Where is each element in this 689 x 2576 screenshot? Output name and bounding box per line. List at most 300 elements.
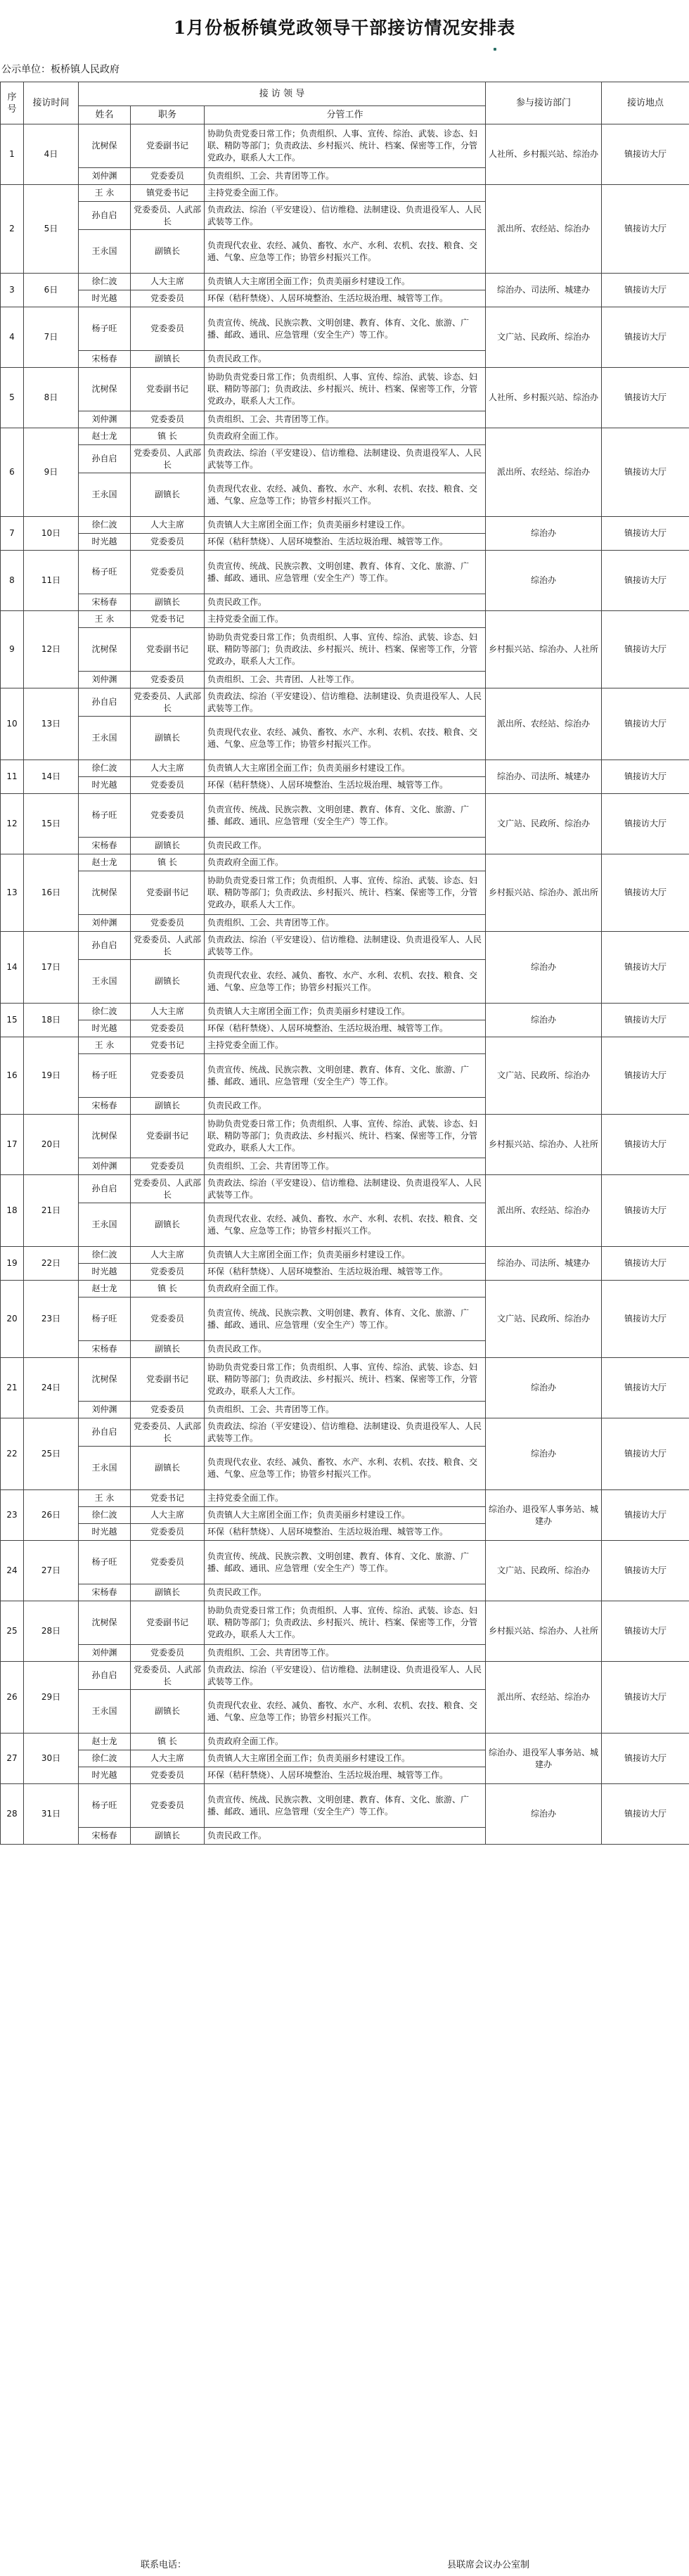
- seq-cell: 21: [1, 1358, 24, 1418]
- table-row: [1, 1175, 689, 1203]
- duty-cell: 主持党委全面工作。: [205, 1037, 486, 1054]
- name-cell: 孙自启: [79, 202, 131, 230]
- place-cell: 镇接访大厅: [602, 1358, 689, 1418]
- date-cell: 14日: [24, 760, 79, 794]
- seq-cell: 18: [1, 1175, 24, 1247]
- seq-cell: 12: [1, 794, 24, 854]
- name-cell: 宋杨春: [79, 351, 131, 368]
- date-cell: 27日: [24, 1541, 79, 1601]
- date-cell: 8日: [24, 368, 79, 428]
- name-cell: 徐仁波: [79, 760, 131, 777]
- name-cell: 宋杨春: [79, 1098, 131, 1115]
- position-cell: 党委委员: [131, 1645, 205, 1662]
- duty-cell: 负责组织、工会、共青团等工作。: [205, 1645, 486, 1662]
- table-row: [1, 1541, 689, 1584]
- table-row: [1, 794, 689, 838]
- duty-cell: 负责镇人大主席团全面工作；负责美丽乡村建设工作。: [205, 274, 486, 290]
- name-cell: 徐仁波: [79, 1507, 131, 1524]
- duty-cell: 负责组织、工会、共青团等工作。: [205, 1402, 486, 1418]
- name-cell: 王永国: [79, 230, 131, 274]
- position-cell: 党委书记: [131, 1490, 205, 1507]
- date-cell: 31日: [24, 1784, 79, 1845]
- duty-cell: 负责现代农业、农经、减负、畜牧、水产、水利、农机、农技、粮食、交通、气象、应急等工作；协管乡村振兴工作。: [205, 960, 486, 1004]
- duty-cell: 协助负责党委日常工作；负责组织、人事、宣传、综治、武装、诊态、妇联、精防等部门；负责政法、乡村振兴、统计、档案、保密等工作，分管党政办，联系人大工作。: [205, 628, 486, 672]
- position-cell: 副镇长: [131, 1341, 205, 1358]
- date-cell: 18日: [24, 1004, 79, 1037]
- position-cell: 党委委员: [131, 1784, 205, 1828]
- seq-cell: 3: [1, 274, 24, 307]
- duty-cell: 负责组织、工会、共青团等工作。: [205, 1158, 486, 1175]
- position-cell: 人大主席: [131, 1004, 205, 1020]
- place-cell: 镇接访大厅: [602, 1037, 689, 1115]
- place-cell: 镇接访大厅: [602, 368, 689, 428]
- place-cell: 镇接访大厅: [602, 551, 689, 611]
- date-cell: 28日: [24, 1601, 79, 1662]
- position-cell: 党委副书记: [131, 124, 205, 168]
- dept-cell: 综治办: [486, 551, 602, 611]
- position-cell: 党委委员: [131, 915, 205, 932]
- position-cell: 党委委员: [131, 794, 205, 838]
- name-cell: 沈树保: [79, 1601, 131, 1645]
- seq-cell: 7: [1, 517, 24, 551]
- dept-cell: 乡村振兴站、综治办、人社所: [486, 1115, 602, 1175]
- place-cell: 镇接访大厅: [602, 428, 689, 517]
- name-cell: 杨子旺: [79, 1541, 131, 1584]
- duty-cell: 负责民政工作。: [205, 1828, 486, 1845]
- duty-cell: 负责政法、综治（平安建设）、信访维稳、法制建设、负责退役军人、人民武装等工作。: [205, 445, 486, 473]
- duty-cell: 主持党委全面工作。: [205, 611, 486, 628]
- position-cell: 党委委员、人武部长: [131, 445, 205, 473]
- table-row: [1, 688, 689, 717]
- date-cell: 5日: [24, 185, 79, 274]
- position-cell: 党委委员: [131, 1767, 205, 1784]
- header-name: 姓名: [79, 106, 131, 124]
- name-cell: 时光越: [79, 290, 131, 307]
- place-cell: 镇接访大厅: [602, 1490, 689, 1541]
- table-row: [1, 1247, 689, 1264]
- name-cell: 孙自启: [79, 1418, 131, 1447]
- name-cell: 杨子旺: [79, 1054, 131, 1098]
- date-cell: 23日: [24, 1281, 79, 1358]
- table-row: [1, 124, 689, 168]
- name-cell: 刘仲渊: [79, 168, 131, 185]
- dept-cell: 综治办: [486, 1784, 602, 1845]
- position-cell: 副镇长: [131, 1828, 205, 1845]
- duty-cell: 负责镇人大主席团全面工作；负责美丽乡村建设工作。: [205, 1004, 486, 1020]
- seq-cell: 15: [1, 1004, 24, 1037]
- seq-cell: 27: [1, 1734, 24, 1784]
- place-cell: 镇接访大厅: [602, 1541, 689, 1601]
- dept-cell: 文广站、民政所、综治办: [486, 1037, 602, 1115]
- header-place: 接访地点: [602, 82, 689, 124]
- seq-cell: 24: [1, 1541, 24, 1601]
- duty-cell: 负责宣传、统战、民族宗教、文明创建、教育、体育、文化、旅游、广播、邮政、通讯、应急管理（安全生产）等工作。: [205, 1784, 486, 1828]
- duty-cell: 负责组织、工会、共青团等工作。: [205, 168, 486, 185]
- duty-cell: 环保（秸秆禁烧）、人居环境整治、生活垃圾治理、城管等工作。: [205, 1524, 486, 1541]
- seq-cell: 14: [1, 932, 24, 1004]
- name-cell: 沈树保: [79, 368, 131, 411]
- duty-cell: 负责宣传、统战、民族宗教、文明创建、教育、体育、文化、旅游、广播、邮政、通讯、应急管理（安全生产）等工作。: [205, 1297, 486, 1341]
- position-cell: 党委委员: [131, 534, 205, 551]
- place-cell: 镇接访大厅: [602, 688, 689, 760]
- place-cell: 镇接访大厅: [602, 1601, 689, 1662]
- duty-cell: 负责政法、综治（平安建设）、信访维稳、法制建设、负责退役军人、人民武装等工作。: [205, 932, 486, 960]
- place-cell: 镇接访大厅: [602, 611, 689, 688]
- position-cell: 党委委员: [131, 1541, 205, 1584]
- header-dept: 参与接访部门: [486, 82, 602, 124]
- duty-cell: 负责政法、综治（平安建设）、信访维稳、法制建设、负责退役军人、人民武装等工作。: [205, 202, 486, 230]
- dept-cell: 综治办、退役军人事务站、城建办: [486, 1490, 602, 1541]
- duty-cell: 协助负责党委日常工作；负责组织、人事、宣传、综治、武装、诊态、妇联、精防等部门；负责政法、乡村振兴、统计、档案、保密等工作，分管党政办，联系人大工作。: [205, 1358, 486, 1402]
- seq-cell: 1: [1, 124, 24, 185]
- position-cell: 人大主席: [131, 1750, 205, 1767]
- name-cell: 孙自启: [79, 445, 131, 473]
- duty-cell: 负责现代农业、农经、减负、畜牧、水产、水利、农机、农技、粮食、交通、气象、应急等工作；协管乡村振兴工作。: [205, 473, 486, 517]
- position-cell: 副镇长: [131, 1098, 205, 1115]
- position-cell: 党委委员: [131, 411, 205, 428]
- dept-cell: 派出所、农经站、综治办: [486, 185, 602, 274]
- date-cell: 12日: [24, 611, 79, 688]
- position-cell: 副镇长: [131, 594, 205, 611]
- position-cell: 党委委员: [131, 1020, 205, 1037]
- place-cell: 镇接访大厅: [602, 1784, 689, 1845]
- dot-mark: [494, 48, 496, 51]
- seq-cell: 6: [1, 428, 24, 517]
- place-cell: 镇接访大厅: [602, 760, 689, 794]
- position-cell: 党委委员: [131, 672, 205, 688]
- dept-cell: 文广站、民政所、综治办: [486, 1541, 602, 1601]
- duty-cell: 环保（秸秆禁烧）、人居环境整治、生活垃圾治理、城管等工作。: [205, 290, 486, 307]
- position-cell: 党委副书记: [131, 1115, 205, 1158]
- name-cell: 徐仁波: [79, 274, 131, 290]
- table-row: [1, 1784, 689, 1828]
- table-row: [1, 551, 689, 594]
- place-cell: 镇接访大厅: [602, 1004, 689, 1037]
- name-cell: 宋杨春: [79, 594, 131, 611]
- position-cell: 副镇长: [131, 351, 205, 368]
- seq-cell: 11: [1, 760, 24, 794]
- position-cell: 党委副书记: [131, 1601, 205, 1645]
- duty-cell: 负责民政工作。: [205, 1098, 486, 1115]
- position-cell: 党委副书记: [131, 871, 205, 915]
- position-cell: 副镇长: [131, 1690, 205, 1734]
- header-leader: 接 访 领 导: [79, 82, 486, 106]
- table-row: [1, 1601, 689, 1645]
- header-position: 职务: [131, 106, 205, 124]
- schedule-table: [0, 82, 689, 1845]
- duty-cell: 负责宣传、统战、民族宗教、文明创建、教育、体育、文化、旅游、广播、邮政、通讯、应急管理（安全生产）等工作。: [205, 794, 486, 838]
- duty-cell: 负责政府全面工作。: [205, 428, 486, 445]
- position-cell: 副镇长: [131, 230, 205, 274]
- duty-cell: 协助负责党委日常工作；负责组织、人事、宣传、综治、武装、诊态、妇联、精防等部门；负责政法、乡村振兴、统计、档案、保密等工作，分管党政办，联系人大工作。: [205, 871, 486, 915]
- table-row: [1, 1281, 689, 1297]
- duty-cell: 负责组织、工会、共青团、人社等工作。: [205, 672, 486, 688]
- duty-cell: 负责政府全面工作。: [205, 1734, 486, 1750]
- position-cell: 副镇长: [131, 717, 205, 760]
- table-row: [1, 428, 689, 445]
- name-cell: 王 永: [79, 1037, 131, 1054]
- schedule-table-body: [1, 82, 689, 1845]
- position-cell: 人大主席: [131, 1507, 205, 1524]
- duty-cell: 负责民政工作。: [205, 351, 486, 368]
- header-time: 接访时间: [24, 82, 79, 124]
- seq-cell: 25: [1, 1601, 24, 1662]
- place-cell: 镇接访大厅: [602, 1418, 689, 1490]
- publishing-unit: 公示单位：板桥镇人民政府: [1, 64, 120, 75]
- date-cell: 9日: [24, 428, 79, 517]
- name-cell: 孙自启: [79, 1662, 131, 1690]
- name-cell: 宋杨春: [79, 1584, 131, 1601]
- place-cell: 镇接访大厅: [602, 1734, 689, 1784]
- duty-cell: 负责现代农业、农经、减负、畜牧、水产、水利、农机、农技、粮食、交通、气象、应急等工作；协管乡村振兴工作。: [205, 230, 486, 274]
- position-cell: 人大主席: [131, 517, 205, 534]
- table-row: [1, 274, 689, 290]
- seq-cell: 26: [1, 1662, 24, 1734]
- dept-cell: 综治办、退役军人事务站、城建办: [486, 1734, 602, 1784]
- name-cell: 徐仁波: [79, 517, 131, 534]
- dept-cell: 乡村振兴站、综治办、人社所: [486, 1601, 602, 1662]
- position-cell: 镇 长: [131, 1734, 205, 1750]
- position-cell: 人大主席: [131, 760, 205, 777]
- duty-cell: 负责镇人大主席团全面工作；负责美丽乡村建设工作。: [205, 1750, 486, 1767]
- name-cell: 沈树保: [79, 124, 131, 168]
- seq-cell: 19: [1, 1247, 24, 1281]
- date-cell: 15日: [24, 794, 79, 854]
- place-cell: 镇接访大厅: [602, 185, 689, 274]
- position-cell: 党委委员: [131, 307, 205, 351]
- dept-cell: 派出所、农经站、综治办: [486, 1175, 602, 1247]
- table-row: [1, 932, 689, 960]
- seq-cell: 16: [1, 1037, 24, 1115]
- dept-cell: 综治办、司法所、城建办: [486, 760, 602, 794]
- duty-cell: 协助负责党委日常工作；负责组织、人事、宣传、综治、武装、诊态、妇联、精防等部门；负责政法、乡村振兴、统计、档案、保密等工作，分管党政办，联系人大工作。: [205, 124, 486, 168]
- date-cell: 30日: [24, 1734, 79, 1784]
- name-cell: 赵士龙: [79, 854, 131, 871]
- name-cell: 孙自启: [79, 1175, 131, 1203]
- position-cell: 党委委员: [131, 1264, 205, 1281]
- footer: [0, 2554, 689, 2572]
- name-cell: 王 永: [79, 1490, 131, 1507]
- dept-cell: 综治办: [486, 1358, 602, 1418]
- date-cell: 29日: [24, 1662, 79, 1734]
- seq-cell: 10: [1, 688, 24, 760]
- name-cell: 沈树保: [79, 628, 131, 672]
- position-cell: 副镇长: [131, 960, 205, 1004]
- table-row: [1, 1358, 689, 1402]
- duty-cell: 负责现代农业、农经、减负、畜牧、水产、水利、农机、农技、粮食、交通、气象、应急等工作；协管乡村振兴工作。: [205, 1447, 486, 1490]
- name-cell: 刘仲渊: [79, 1158, 131, 1175]
- duty-cell: 负责宣传、统战、民族宗教、文明创建、教育、体育、文化、旅游、广播、邮政、通讯、应急管理（安全生产）等工作。: [205, 1541, 486, 1584]
- duty-cell: 负责政法、综治（平安建设）、信访维稳、法制建设、负责退役军人、人民武装等工作。: [205, 1418, 486, 1447]
- duty-cell: 负责政法、综治（平安建设）、信访维稳、法制建设、负责退役军人、人民武装等工作。: [205, 1662, 486, 1690]
- name-cell: 徐仁波: [79, 1247, 131, 1264]
- position-cell: 党委委员: [131, 551, 205, 594]
- name-cell: 沈树保: [79, 871, 131, 915]
- header-duty: 分管工作: [205, 106, 486, 124]
- place-cell: 镇接访大厅: [602, 517, 689, 551]
- name-cell: 刘仲渊: [79, 915, 131, 932]
- name-cell: 沈树保: [79, 1358, 131, 1402]
- name-cell: 孙自启: [79, 932, 131, 960]
- duty-cell: 负责镇人大主席团全面工作；负责美丽乡村建设工作。: [205, 1507, 486, 1524]
- position-cell: 党委委员、人武部长: [131, 932, 205, 960]
- date-cell: 17日: [24, 932, 79, 1004]
- name-cell: 时光越: [79, 1020, 131, 1037]
- duty-cell: 负责宣传、统战、民族宗教、文明创建、教育、体育、文化、旅游、广播、邮政、通讯、应急管理（安全生产）等工作。: [205, 551, 486, 594]
- date-cell: 10日: [24, 517, 79, 551]
- duty-cell: 负责政府全面工作。: [205, 1281, 486, 1297]
- duty-cell: 负责民政工作。: [205, 594, 486, 611]
- position-cell: 党委委员: [131, 1297, 205, 1341]
- seq-cell: 23: [1, 1490, 24, 1541]
- duty-cell: 负责现代农业、农经、减负、畜牧、水产、水利、农机、农技、粮食、交通、气象、应急等工作；协管乡村振兴工作。: [205, 717, 486, 760]
- place-cell: 镇接访大厅: [602, 1281, 689, 1358]
- name-cell: 宋杨春: [79, 1341, 131, 1358]
- date-cell: 7日: [24, 307, 79, 368]
- seq-cell: 28: [1, 1784, 24, 1845]
- dept-cell: 文广站、民政所、综治办: [486, 1281, 602, 1358]
- dept-cell: 综治办: [486, 1004, 602, 1037]
- name-cell: 沈树保: [79, 1115, 131, 1158]
- seq-cell: 9: [1, 611, 24, 688]
- duty-cell: 负责现代农业、农经、减负、畜牧、水产、水利、农机、农技、粮食、交通、气象、应急等工作；协管乡村振兴工作。: [205, 1203, 486, 1247]
- table-row: [1, 1490, 689, 1507]
- name-cell: 宋杨春: [79, 1828, 131, 1845]
- place-cell: 镇接访大厅: [602, 932, 689, 1004]
- date-cell: 20日: [24, 1115, 79, 1175]
- position-cell: 党委书记: [131, 1037, 205, 1054]
- name-cell: 宋杨春: [79, 838, 131, 854]
- place-cell: 镇接访大厅: [602, 794, 689, 854]
- table-row: [1, 611, 689, 628]
- duty-cell: 负责民政工作。: [205, 1341, 486, 1358]
- name-cell: 时光越: [79, 777, 131, 794]
- position-cell: 镇 长: [131, 854, 205, 871]
- duty-cell: 主持党委全面工作。: [205, 185, 486, 202]
- position-cell: 党委副书记: [131, 1358, 205, 1402]
- dept-cell: 人社所、乡村振兴站、综治办: [486, 124, 602, 185]
- document-title: 1月份板桥镇党政领导干部接访情况安排表: [173, 18, 516, 38]
- name-cell: 时光越: [79, 1767, 131, 1784]
- dept-cell: 综治办: [486, 932, 602, 1004]
- seq-cell: 8: [1, 551, 24, 611]
- name-cell: 时光越: [79, 1524, 131, 1541]
- position-cell: 党委委员、人武部长: [131, 1418, 205, 1447]
- duty-cell: 负责民政工作。: [205, 1584, 486, 1601]
- name-cell: 王永国: [79, 1690, 131, 1734]
- name-cell: 赵士龙: [79, 1734, 131, 1750]
- seq-cell: 4: [1, 307, 24, 368]
- name-cell: 刘仲渊: [79, 1402, 131, 1418]
- name-cell: 王永国: [79, 717, 131, 760]
- dept-cell: 综治办: [486, 517, 602, 551]
- duty-cell: 主持党委全面工作。: [205, 1490, 486, 1507]
- place-cell: 镇接访大厅: [602, 274, 689, 307]
- dept-cell: 文广站、民政所、综治办: [486, 307, 602, 368]
- dept-cell: 人社所、乡村振兴站、综治办: [486, 368, 602, 428]
- duty-cell: 负责政法、综治（平安建设）、信访维稳、法制建设、负责退役军人、人民武装等工作。: [205, 688, 486, 717]
- duty-cell: 环保（秸秆禁烧）、人居环境整治、生活垃圾治理、城管等工作。: [205, 1020, 486, 1037]
- duty-cell: 负责政法、综治（平安建设）、信访维稳、法制建设、负责退役军人、人民武装等工作。: [205, 1175, 486, 1203]
- name-cell: 杨子旺: [79, 551, 131, 594]
- position-cell: 副镇长: [131, 473, 205, 517]
- name-cell: 王 永: [79, 611, 131, 628]
- place-cell: 镇接访大厅: [602, 1175, 689, 1247]
- position-cell: 党委委员: [131, 1402, 205, 1418]
- duty-cell: 负责宣传、统战、民族宗教、文明创建、教育、体育、文化、旅游、广播、邮政、通讯、应急管理（安全生产）等工作。: [205, 1054, 486, 1098]
- table-row: [1, 1004, 689, 1020]
- seq-cell: 5: [1, 368, 24, 428]
- name-cell: 刘仲渊: [79, 411, 131, 428]
- name-cell: 孙自启: [79, 688, 131, 717]
- dept-cell: 综治办: [486, 1418, 602, 1490]
- position-cell: 党委委员: [131, 168, 205, 185]
- name-cell: 徐仁波: [79, 1004, 131, 1020]
- duty-cell: 负责政府全面工作。: [205, 854, 486, 871]
- seq-cell: 22: [1, 1418, 24, 1490]
- table-row: [1, 1037, 689, 1054]
- date-cell: 13日: [24, 688, 79, 760]
- position-cell: 党委委员、人武部长: [131, 1175, 205, 1203]
- table-row: [1, 1734, 689, 1750]
- duty-cell: 协助负责党委日常工作；负责组织、人事、宣传、综治、武装、诊态、妇联、精防等部门；负责政法、乡村振兴、统计、档案、保密等工作，分管党政办，联系人大工作。: [205, 368, 486, 411]
- footer-org: 县联席会议办公室制: [447, 2560, 530, 2570]
- table-row: [1, 517, 689, 534]
- place-cell: 镇接访大厅: [602, 1662, 689, 1734]
- dept-cell: 派出所、农经站、综治办: [486, 688, 602, 760]
- dept-cell: 综治办、司法所、城建办: [486, 274, 602, 307]
- duty-cell: 负责宣传、统战、民族宗教、文明创建、教育、体育、文化、旅游、广播、邮政、通讯、应急管理（安全生产）等工作。: [205, 307, 486, 351]
- position-cell: 党委委员: [131, 1524, 205, 1541]
- name-cell: 杨子旺: [79, 1784, 131, 1828]
- position-cell: 镇党委书记: [131, 185, 205, 202]
- place-cell: 镇接访大厅: [602, 1247, 689, 1281]
- date-cell: 19日: [24, 1037, 79, 1115]
- name-cell: 杨子旺: [79, 307, 131, 351]
- dept-cell: 乡村振兴站、综治办、派出所: [486, 854, 602, 932]
- name-cell: 杨子旺: [79, 794, 131, 838]
- date-cell: 11日: [24, 551, 79, 611]
- dept-cell: 派出所、农经站、综治办: [486, 1662, 602, 1734]
- place-cell: 镇接访大厅: [602, 307, 689, 368]
- position-cell: 党委委员: [131, 1054, 205, 1098]
- table-row: [1, 368, 689, 411]
- seq-cell: 17: [1, 1115, 24, 1175]
- position-cell: 党委副书记: [131, 368, 205, 411]
- position-cell: 党委委员、人武部长: [131, 202, 205, 230]
- name-cell: 徐仁波: [79, 1750, 131, 1767]
- name-cell: 刘仲渊: [79, 1645, 131, 1662]
- name-cell: 王永国: [79, 1447, 131, 1490]
- name-cell: 王永国: [79, 473, 131, 517]
- position-cell: 人大主席: [131, 1247, 205, 1264]
- duty-cell: 环保（秸秆禁烧）、人居环境整治、生活垃圾治理、城管等工作。: [205, 1264, 486, 1281]
- seq-cell: 20: [1, 1281, 24, 1358]
- name-cell: 刘仲渊: [79, 672, 131, 688]
- date-cell: 21日: [24, 1175, 79, 1247]
- table-row: [1, 854, 689, 871]
- position-cell: 人大主席: [131, 274, 205, 290]
- duty-cell: 负责镇人大主席团全面工作；负责美丽乡村建设工作。: [205, 517, 486, 534]
- position-cell: 党委副书记: [131, 628, 205, 672]
- place-cell: 镇接访大厅: [602, 1115, 689, 1175]
- position-cell: 党委委员: [131, 777, 205, 794]
- date-cell: 24日: [24, 1358, 79, 1418]
- position-cell: 副镇长: [131, 838, 205, 854]
- name-cell: 赵士龙: [79, 1281, 131, 1297]
- duty-cell: 环保（秸秆禁烧）、人居环境整治、生活垃圾治理、城管等工作。: [205, 534, 486, 551]
- name-cell: 时光越: [79, 534, 131, 551]
